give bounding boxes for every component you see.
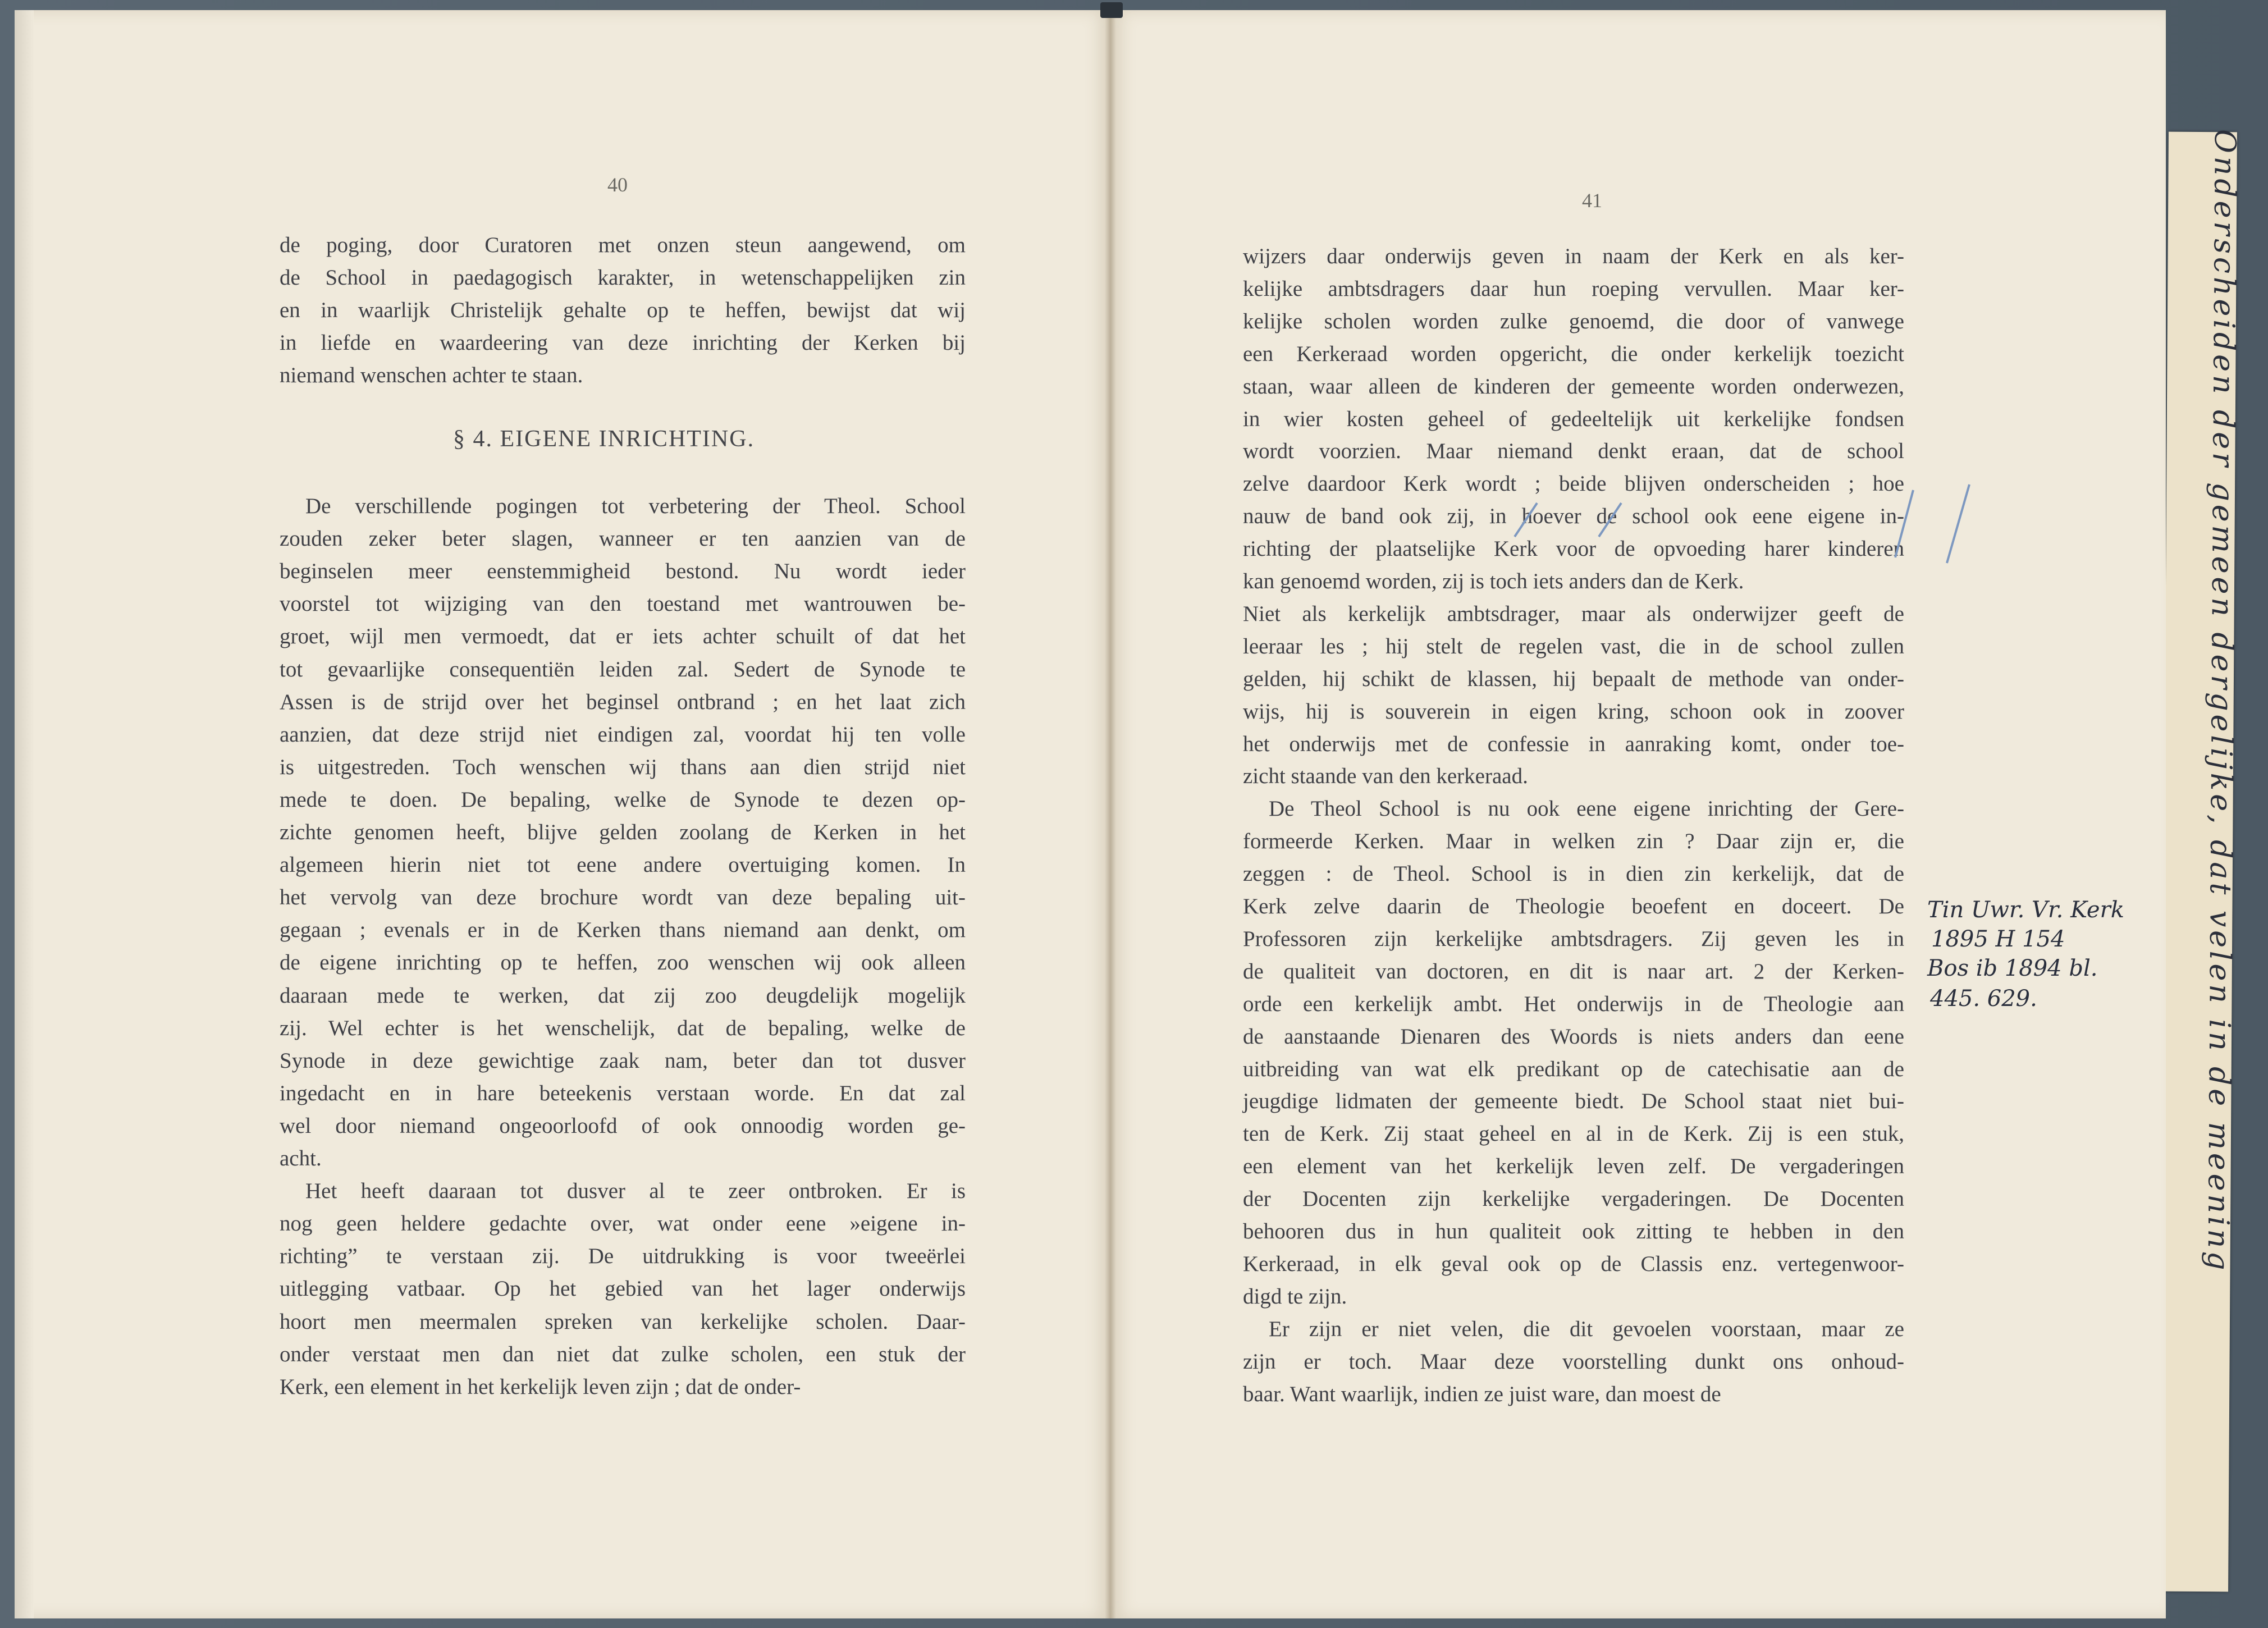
- handwritten-slip: [2160, 129, 2242, 1592]
- text-line: zelve daardoor Kerk wordt ; beide blijven onderscheiden ; hoe: [1243, 472, 1904, 496]
- text-line: Kerk, een element in het kerkelijk leven zijn ; dat de onder-: [280, 1374, 801, 1399]
- text-line: zicht staande van den kerkeraad.: [1243, 764, 1528, 789]
- text-line: leeraar les ; hij stelt de regelen vast, die in de school zullen: [1243, 634, 1904, 658]
- text-line: kelijke ambtsdragers daar hun roeping vervullen. Maar ker-: [1243, 276, 1904, 301]
- text-line: de poging, door Curatoren met onzen steun aangewend, om: [280, 233, 966, 257]
- text-line: de School in paedagogisch karakter, in wetenschappelijken zin: [280, 266, 966, 290]
- text-line: De verschillende pogingen tot verbetering der Theol. School: [305, 494, 966, 518]
- text-line: gegaan ; evenals er in de Kerken thans niemand aan denkt, om: [280, 918, 966, 943]
- text-line: hoort men meermalen spreken van kerkelijke scholen. Daar-: [280, 1309, 966, 1334]
- text-line: aanzien, dat deze strijd niet eindigen zal, voordat hij ten volle: [280, 722, 966, 747]
- text-line: de qualiteit van doctoren, en dit is naar art. 2 der Kerken-: [1243, 959, 1904, 984]
- text-line: groet, wijl men vermoedt, dat er iets achter schuilt of dat het: [280, 624, 966, 649]
- text-line: kan genoemd worden, zij is toch iets anders dan de Kerk.: [1243, 569, 1744, 593]
- text-line: beginselen meer eenstemmigheid bestond. Nu wordt ieder: [280, 559, 966, 584]
- pencil-strike-marks: [1515, 497, 1644, 542]
- text-line: baar. Want waarlijk, indien ze juist ware, dan moest de: [1243, 1382, 1721, 1406]
- text-line: Assen is de strijd over het beginsel ontbrand ; en het laat zich: [280, 689, 966, 714]
- pencil-slash-marks: [1891, 473, 1981, 569]
- text-line: de aanstaande Dienaren des Woords is niets anders dan eene: [1243, 1024, 1904, 1049]
- text-line: acht.: [280, 1146, 322, 1170]
- left-page: [15, 10, 1110, 1618]
- right-page-number: 41: [1582, 189, 1602, 212]
- text-line: kelijke scholen worden zulke genoemd, die door of vanwege: [1243, 309, 1904, 333]
- text-line: zeggen : de Theol. School is in dien zin kerkelijk, dat de: [1243, 862, 1904, 886]
- text-line: Kerk zelve daarin de Theologie beoefent en doceert. De: [1243, 894, 1904, 918]
- text-line: het onderwijs met de confessie in aanraking komt, onder toe-: [1243, 731, 1904, 756]
- text-line: formeerde Kerken. Maar in welken zin ? Daar zijn er, die: [1243, 829, 1904, 854]
- margin-note-line-4: 445. 629.: [1930, 986, 2037, 1012]
- text-line: uitbreiding van wat elk predikant op de catechisatie aan de: [1243, 1057, 1904, 1081]
- text-line: der Docenten zijn kerkelijke vergaderingen. De Docenten: [1243, 1187, 1904, 1211]
- text-line: richting” te verstaan zij. De uitdrukking is voor tweeërlei: [280, 1244, 966, 1269]
- text-line: daaraan mede te werken, dat zij zoo deugdelijk mogelijk: [280, 983, 966, 1008]
- text-line: jeugdige lidmaten der gemeente biedt. De School staat niet bui-: [1243, 1089, 1904, 1114]
- text-line: wordt voorzien. Maar niemand denkt eraan, dat de school: [1243, 439, 1904, 464]
- left-page-number: 40: [607, 173, 628, 196]
- text-line: een Kerkeraad worden opgericht, die onder kerkelijk toezicht: [1243, 341, 1904, 366]
- text-line: wijzers daar onderwijs geven in naam der Kerk en als ker-: [1243, 244, 1904, 268]
- left-page-edge: [15, 10, 34, 1618]
- text-line: onder verstaat men dan niet dat zulke scholen, een stuk der: [280, 1342, 966, 1366]
- text-line: mede te doen. De bepaling, welke de Synode te dezen op-: [280, 787, 966, 812]
- margin-note-line-2: 1895 H 154: [1931, 926, 2065, 952]
- text-line: Niet als kerkelijk ambtsdrager, maar als onderwijzer geeft de: [1243, 601, 1904, 626]
- text-line: Er zijn er niet velen, die dit gevoelen voorstaan, maar ze: [1269, 1316, 1904, 1341]
- text-line: tot gevaarlijke consequentiën leiden zal. Sedert de Synode te: [280, 657, 966, 682]
- text-line: Kerkeraad, in elk geval ook op de Classis enz. vertegenwoor-: [1243, 1251, 1904, 1276]
- text-line: nog geen heldere gedachte over, wat onder eene »eigene in-: [280, 1211, 966, 1236]
- text-line: gelden, hij schikt de klassen, hij bepaalt de methode van onder-: [1243, 666, 1904, 691]
- text-line: nauw de band ook zij, in hoever de school ook eene eigene in-: [1243, 504, 1904, 529]
- text-line: voorstel tot wijziging van den toestand met wantrouwen be-: [280, 592, 966, 616]
- text-line: wijs, hij is souverein in eigen kring, schoon ook in zoover: [1243, 699, 1904, 724]
- margin-note-line-3: Bos ib 1894 bl.: [1927, 955, 2098, 981]
- text-line: niemand wenschen achter te staan.: [280, 363, 583, 387]
- right-page: [1110, 10, 2166, 1618]
- text-line: zichte genomen heeft, blijve gelden zoolang de Kerken in het: [280, 820, 966, 844]
- text-line: uitlegging vatbaar. Op het gebied van het lager onderwijs: [280, 1277, 966, 1301]
- text-line: en in waarlijk Christelijk gehalte op te heffen, bewijst dat wij: [280, 298, 966, 322]
- text-line: zouden zeker beter slagen, wanneer er ten aanzien van de: [280, 527, 966, 551]
- text-line: zijn er toch. Maar deze voorstelling dunkt ons onhoud-: [1243, 1349, 1904, 1374]
- text-line: in wier kosten geheel of gedeeltelijk uit kerkelijke fondsen: [1243, 406, 1904, 431]
- section-heading: § 4. EIGENE INRICHTING.: [453, 426, 755, 452]
- text-line: een element van het kerkelijk leven zelf. De vergaderingen: [1243, 1154, 1904, 1179]
- slip-handwriting: Onderscheiden der gemeen dergelijke, dat velen in de meening: [2201, 129, 2242, 1274]
- text-line: in liefde en waardeering van deze inrichting der Kerken bij: [280, 331, 966, 355]
- binding-clip: [1100, 2, 1123, 18]
- text-line: Professoren zijn kerkelijke ambtsdragers. Zij geven les in: [1243, 926, 1904, 951]
- text-line: zij. Wel echter is het wenschelijk, dat de bepaling, welke de: [280, 1016, 966, 1040]
- text-line: is uitgestreden. Toch wenschen wij thans aan dien strijd niet: [280, 754, 966, 779]
- margin-note-line-1: Tin Uwr. Vr. Kerk: [1927, 897, 2124, 923]
- text-line: ingedacht en in hare beteekenis verstaan worde. En dat zal: [280, 1081, 966, 1105]
- text-line: Synode in deze gewichtige zaak nam, beter dan tot dusver: [280, 1048, 966, 1073]
- text-line: digd te zijn.: [1243, 1284, 1347, 1309]
- text-line: de eigene inrichting op te heffen, zoo wenschen wij ook alleen: [280, 950, 966, 975]
- book-gutter: [1105, 10, 1116, 1618]
- text-line: wel door niemand ongeoorloofd of ook onnoodig worden ge-: [280, 1113, 966, 1138]
- text-line: het vervolg van deze brochure wordt van deze bepaling uit-: [280, 885, 966, 910]
- text-line: Het heeft daaraan tot dusver al te zeer ontbroken. Er is: [305, 1179, 966, 1204]
- text-line: ten de Kerk. Zij staat geheel en al in de Kerk. Zij is een stuk,: [1243, 1122, 1904, 1146]
- text-line: orde een kerkelijk ambt. Het onderwijs in de Theologie aan: [1243, 991, 1904, 1016]
- text-line: De Theol School is nu ook eene eigene inrichting der Gere-: [1269, 797, 1904, 821]
- text-line: richting der plaatselijke Kerk voor de opvoeding harer kinderen: [1243, 537, 1904, 561]
- text-line: staan, waar alleen de kinderen der gemeente worden onderwezen,: [1243, 374, 1904, 399]
- text-line: algemeen hierin niet tot eene andere overtuiging komen. In: [280, 853, 966, 877]
- text-line: behooren dus in hun qualiteit ook zitting te hebben in den: [1243, 1219, 1904, 1243]
